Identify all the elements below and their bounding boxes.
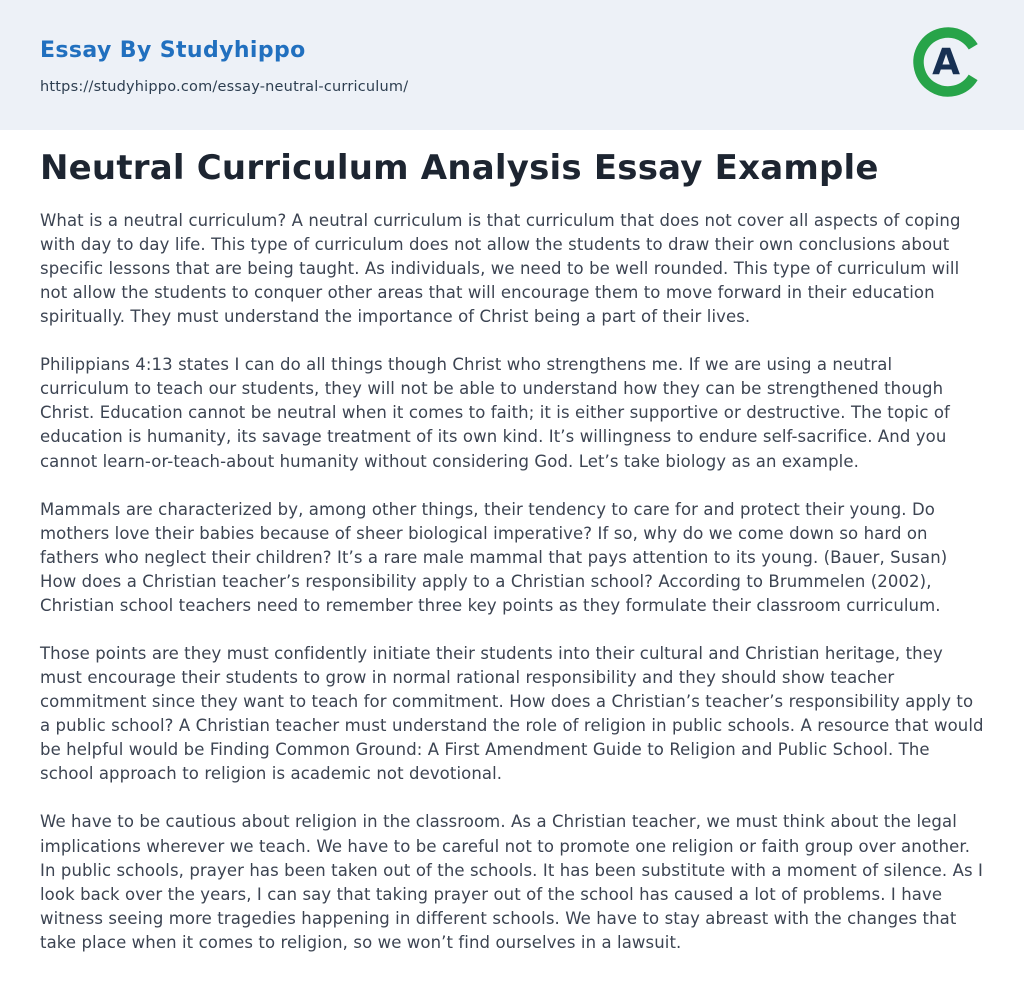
essay-content: [0, 130, 1024, 995]
site-title: Essay By Studyhippo: [40, 38, 306, 63]
site-header: [0, 0, 1024, 130]
page-url-link[interactable]: https://studyhippo.com/essay-neutral-curriculum/: [40, 79, 409, 95]
essay-paragraph: Mammals are characterized by, among other things, their tendency to care for and protect their young. Do mothers love their babies because of sheer biological imperative? If so, why do we come down so hard on fathers who neglect their children? It’s a rare male mammal that pays attention to its young. (Bauer, Susan) How does a Christian teacher’s responsibility apply to a Christian school? According to Brummelen (2002), Christian school teachers need to remember three key points as they formulate their classroom curriculum.: [40, 499, 948, 615]
page-title: Neutral Curriculum Analysis Essay Example: [40, 148, 879, 188]
logo-icon: [910, 24, 986, 100]
logo-letter: A: [932, 41, 961, 84]
essay-paragraph: Philippians 4:13 states I can do all things though Christ who strengthens me. If we are using a neutral curriculum to teach our students, they will not be able to understand how they can be strengthened though Christ. Education cannot be neutral when it comes to faith; it is either supportive or destructive. The topic of education is humanity, its savage treatment of its own kind. It’s willingness to endure self-sacrifice. And you cannot learn-or-teach-about humanity without considering God. Let’s take biology as an example.: [40, 355, 950, 471]
essay-paragraph: Those points are they must confidently initiate their students into their cultural and Christian heritage, they must encourage their students to grow in normal rational responsibility and they should show teacher commitment since they want to teach for commitment. How does a Christian’s teacher’s responsibility apply to a public school? A Christian teacher must understand the role of religion in public schools. A resource that would be helpful would be Finding Common Ground: A First Amendment Guide to Religion and Public School. The school approach to religion is academic not devotional.: [40, 643, 984, 784]
essay-paragraph: We have to be cautious about religion in the classroom. As a Christian teacher, we must think about the legal implications wherever we teach. We have to be careful not to promote one religion or faith group over another. In public schools, prayer has been taken out of the schools. It has been substitute with a moment of silence. As I look back over the years, I can say that taking prayer out of the school has caused a lot of problems. I have witness seeing more tragedies happening in different schools. We have to stay abreast with the changes that take place when it comes to religion, so we won’t find ourselves in a lawsuit.: [40, 812, 984, 952]
essay-paragraph: What is a neutral curriculum? A neutral curriculum is that curriculum that does not cover all aspects of coping with day to day life. This type of curriculum does not allow the students to draw their own conclusions about specific lessons that are being taught. As individuals, we need to be well rounded. This type of curriculum will not allow the students to conquer other areas that will encourage them to move forward in their education spiritually. They must understand the importance of Christ being a part of their lives.: [40, 210, 961, 327]
studyhippo-logo[interactable]: [910, 24, 986, 100]
